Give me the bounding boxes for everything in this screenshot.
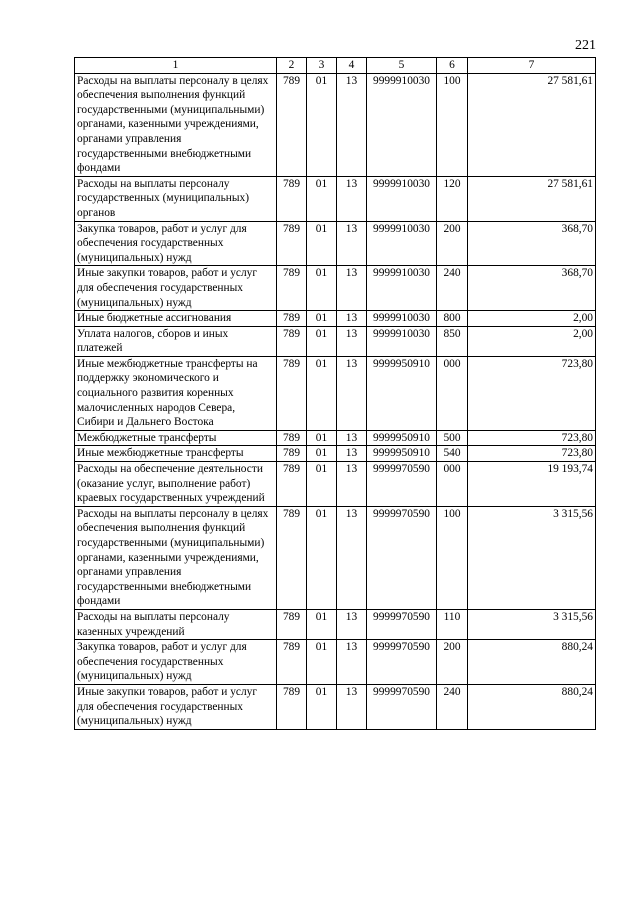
code-cell: 240 bbox=[437, 266, 468, 311]
table-body bbox=[75, 73, 596, 729]
code-cell: 01 bbox=[307, 266, 337, 311]
amount-cell: 27 581,61 bbox=[468, 73, 596, 176]
code-cell: 13 bbox=[337, 462, 367, 507]
table-row bbox=[75, 506, 596, 609]
code-cell: 13 bbox=[337, 73, 367, 176]
code-cell: 9999970590 bbox=[367, 640, 437, 685]
code-cell: 9999970590 bbox=[367, 684, 437, 729]
code-cell: 100 bbox=[437, 73, 468, 176]
table-row bbox=[75, 221, 596, 266]
column-header: 7 bbox=[468, 58, 596, 74]
code-cell: 9999910030 bbox=[367, 266, 437, 311]
column-header: 2 bbox=[277, 58, 307, 74]
amount-cell: 723,80 bbox=[468, 356, 596, 430]
amount-cell: 2,00 bbox=[468, 326, 596, 356]
code-cell: 110 bbox=[437, 609, 468, 639]
table-row bbox=[75, 311, 596, 327]
code-cell: 13 bbox=[337, 640, 367, 685]
expense-name-cell: Иные межбюджетные трансферты bbox=[75, 446, 277, 462]
amount-cell: 27 581,61 bbox=[468, 176, 596, 221]
code-cell: 13 bbox=[337, 684, 367, 729]
code-cell: 789 bbox=[277, 356, 307, 430]
code-cell: 789 bbox=[277, 326, 307, 356]
code-cell: 789 bbox=[277, 609, 307, 639]
column-header: 5 bbox=[367, 58, 437, 74]
expense-name-cell: Уплата налогов, сборов и иных платежей bbox=[75, 326, 277, 356]
amount-cell: 2,00 bbox=[468, 311, 596, 327]
budget-table bbox=[74, 57, 596, 730]
column-header: 3 bbox=[307, 58, 337, 74]
table-row bbox=[75, 640, 596, 685]
code-cell: 13 bbox=[337, 446, 367, 462]
code-cell: 01 bbox=[307, 684, 337, 729]
table-row bbox=[75, 446, 596, 462]
amount-cell: 19 193,74 bbox=[468, 462, 596, 507]
column-header: 4 bbox=[337, 58, 367, 74]
code-cell: 789 bbox=[277, 446, 307, 462]
code-cell: 789 bbox=[277, 430, 307, 446]
amount-cell: 368,70 bbox=[468, 221, 596, 266]
code-cell: 9999950910 bbox=[367, 430, 437, 446]
expense-name-cell: Закупка товаров, работ и услуг для обеспечения государственных (муниципальных) нужд bbox=[75, 640, 277, 685]
code-cell: 9999970590 bbox=[367, 506, 437, 609]
table-row bbox=[75, 609, 596, 639]
column-header: 1 bbox=[75, 58, 277, 74]
code-cell: 789 bbox=[277, 221, 307, 266]
code-cell: 9999910030 bbox=[367, 311, 437, 327]
code-cell: 9999950910 bbox=[367, 356, 437, 430]
code-cell: 789 bbox=[277, 73, 307, 176]
code-cell: 01 bbox=[307, 640, 337, 685]
code-cell: 01 bbox=[307, 326, 337, 356]
table-row bbox=[75, 176, 596, 221]
amount-cell: 368,70 bbox=[468, 266, 596, 311]
code-cell: 9999910030 bbox=[367, 326, 437, 356]
code-cell: 01 bbox=[307, 609, 337, 639]
code-cell: 540 bbox=[437, 446, 468, 462]
code-cell: 01 bbox=[307, 176, 337, 221]
code-cell: 01 bbox=[307, 73, 337, 176]
code-cell: 850 bbox=[437, 326, 468, 356]
code-cell: 800 bbox=[437, 311, 468, 327]
table-row bbox=[75, 73, 596, 176]
code-cell: 13 bbox=[337, 506, 367, 609]
code-cell: 200 bbox=[437, 640, 468, 685]
table-row bbox=[75, 684, 596, 729]
amount-cell: 723,80 bbox=[468, 430, 596, 446]
expense-name-cell: Иные межбюджетные трансферты на поддержку экономического и социального развития коренных малочисленных народов Севера, Сибири и Дальнего Востока bbox=[75, 356, 277, 430]
amount-cell: 3 315,56 bbox=[468, 609, 596, 639]
code-cell: 01 bbox=[307, 446, 337, 462]
code-cell: 01 bbox=[307, 462, 337, 507]
code-cell: 9999910030 bbox=[367, 221, 437, 266]
code-cell: 01 bbox=[307, 506, 337, 609]
table-row bbox=[75, 266, 596, 311]
code-cell: 13 bbox=[337, 609, 367, 639]
code-cell: 01 bbox=[307, 430, 337, 446]
code-cell: 789 bbox=[277, 684, 307, 729]
code-cell: 13 bbox=[337, 430, 367, 446]
expense-name-cell: Межбюджетные трансферты bbox=[75, 430, 277, 446]
code-cell: 9999910030 bbox=[367, 176, 437, 221]
code-cell: 000 bbox=[437, 462, 468, 507]
table-row bbox=[75, 326, 596, 356]
amount-cell: 3 315,56 bbox=[468, 506, 596, 609]
code-cell: 100 bbox=[437, 506, 468, 609]
code-cell: 789 bbox=[277, 462, 307, 507]
expense-name-cell: Расходы на выплаты персоналу казенных учреждений bbox=[75, 609, 277, 639]
expense-name-cell: Иные закупки товаров, работ и услуг для обеспечения государственных (муниципальных) нужд bbox=[75, 266, 277, 311]
table-row bbox=[75, 430, 596, 446]
code-cell: 000 bbox=[437, 356, 468, 430]
expense-name-cell: Иные бюджетные ассигнования bbox=[75, 311, 277, 327]
code-cell: 789 bbox=[277, 506, 307, 609]
code-cell: 13 bbox=[337, 356, 367, 430]
expense-name-cell: Расходы на выплаты персоналу в целях обеспечения выполнения функций государственными (муниципальными) органами, казенными учреждениями, органами управления государственными внебюджетными фондами bbox=[75, 506, 277, 609]
amount-cell: 880,24 bbox=[468, 640, 596, 685]
expense-name-cell: Расходы на обеспечение деятельности (оказание услуг, выполнение работ) краевых государственных учреждений bbox=[75, 462, 277, 507]
column-header: 6 bbox=[437, 58, 468, 74]
code-cell: 240 bbox=[437, 684, 468, 729]
code-cell: 01 bbox=[307, 356, 337, 430]
code-cell: 13 bbox=[337, 221, 367, 266]
code-cell: 120 bbox=[437, 176, 468, 221]
code-cell: 13 bbox=[337, 266, 367, 311]
code-cell: 13 bbox=[337, 311, 367, 327]
code-cell: 9999910030 bbox=[367, 73, 437, 176]
code-cell: 13 bbox=[337, 326, 367, 356]
amount-cell: 723,80 bbox=[468, 446, 596, 462]
code-cell: 789 bbox=[277, 311, 307, 327]
code-cell: 9999950910 bbox=[367, 446, 437, 462]
code-cell: 01 bbox=[307, 311, 337, 327]
amount-cell: 880,24 bbox=[468, 684, 596, 729]
expense-name-cell: Закупка товаров, работ и услуг для обеспечения государственных (муниципальных) нужд bbox=[75, 221, 277, 266]
expense-name-cell: Расходы на выплаты персоналу в целях обеспечения выполнения функций государственными (муниципальными) органами, казенными учреждениями, органами управления государственными внебюджетными фондами bbox=[75, 73, 277, 176]
code-cell: 13 bbox=[337, 176, 367, 221]
code-cell: 01 bbox=[307, 221, 337, 266]
code-cell: 200 bbox=[437, 221, 468, 266]
page-number: 221 bbox=[575, 38, 596, 53]
code-cell: 500 bbox=[437, 430, 468, 446]
table-row bbox=[75, 356, 596, 430]
table-row bbox=[75, 462, 596, 507]
code-cell: 9999970590 bbox=[367, 462, 437, 507]
code-cell: 9999970590 bbox=[367, 609, 437, 639]
code-cell: 789 bbox=[277, 266, 307, 311]
code-cell: 789 bbox=[277, 176, 307, 221]
table-header-row bbox=[75, 58, 596, 74]
expense-name-cell: Иные закупки товаров, работ и услуг для обеспечения государственных (муниципальных) нужд bbox=[75, 684, 277, 729]
expense-name-cell: Расходы на выплаты персоналу государственных (муниципальных) органов bbox=[75, 176, 277, 221]
code-cell: 789 bbox=[277, 640, 307, 685]
